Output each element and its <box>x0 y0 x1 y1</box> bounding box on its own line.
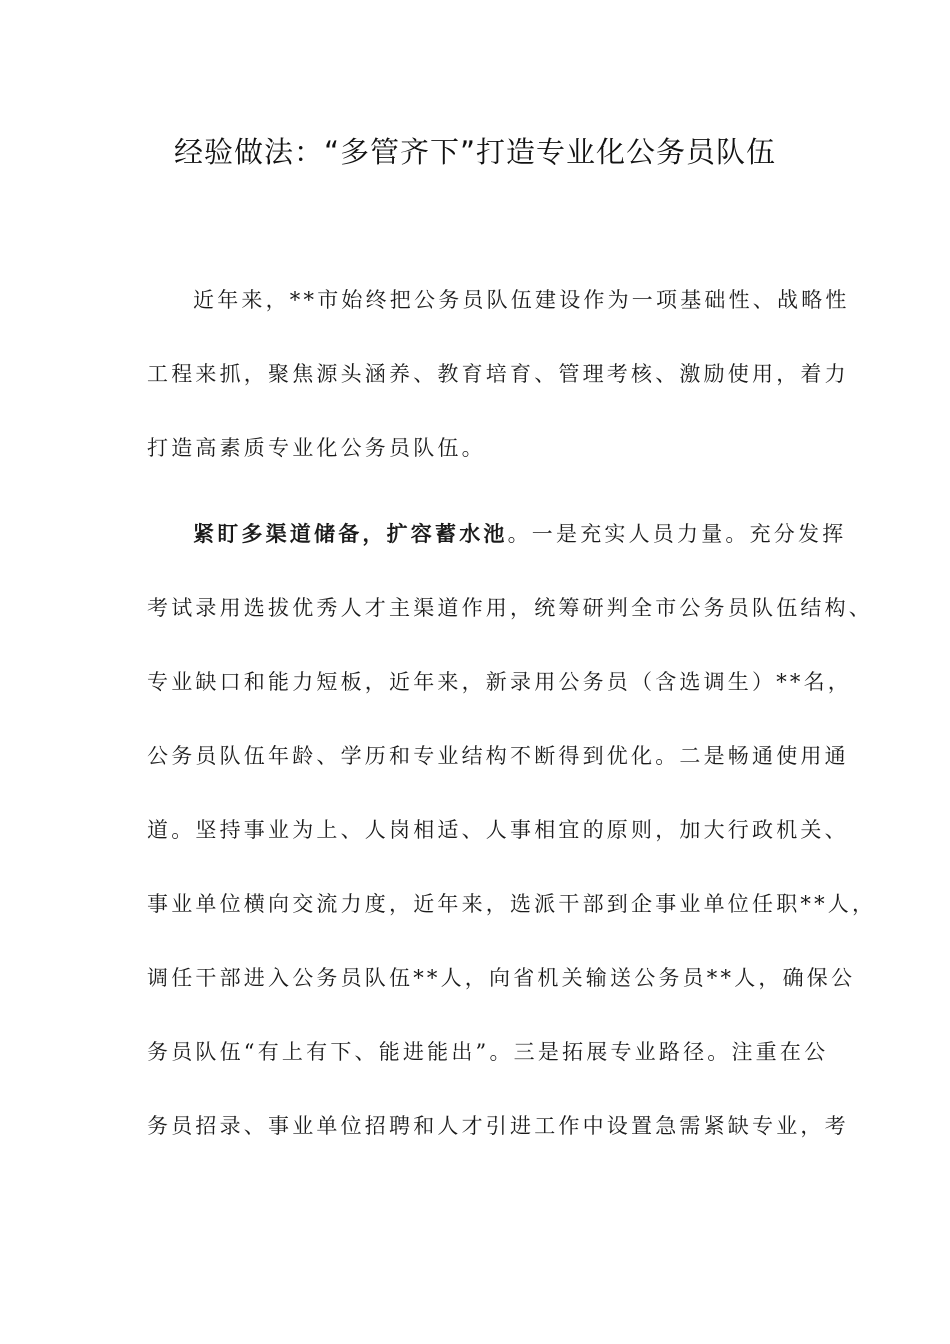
paragraph-line: 调任干部进入公务员队伍**人，向省机关输送公务员**人，确保公 <box>147 966 856 990</box>
paragraph-line: 打造高素质专业化公务员队伍。 <box>147 436 486 460</box>
paragraph-line: 公务员队伍年龄、学历和专业结构不断得到优化。二是畅通使用通 <box>147 744 849 768</box>
paragraph-line: 务员队伍“有上有下、能进能出”。三是拓展专业路径。注重在公 <box>147 1040 829 1064</box>
paragraph-line: 考试录用选拔优秀人才主渠道作用，统筹研判全市公务员队伍结构、 <box>147 596 873 620</box>
document-title: 经验做法：“多管齐下”打造专业化公务员队伍 <box>173 135 777 169</box>
paragraph-line: 务员招录、事业单位招聘和人才引进工作中设置急需紧缺专业，考 <box>147 1114 849 1138</box>
paragraph-line: 近年来，**市始终把公务员队伍建设作为一项基础性、战略性 <box>193 288 850 312</box>
paragraph-line: 道。坚持事业为上、人岗相适、人事相宜的原则，加大行政机关、 <box>147 818 849 842</box>
paragraph-intro <box>147 263 850 485</box>
paragraph-line: 事业单位横向交流力度，近年来，选派干部到企事业单位任职**人， <box>147 892 877 916</box>
section-lead-heading: 紧盯多渠道储备，扩容蓄水池 <box>193 521 508 546</box>
paragraph-line: 紧盯多渠道储备，扩容蓄水池。一是充实人员力量。充分发挥 <box>193 521 847 546</box>
paragraph-line: 工程来抓，聚焦源头涵养、教育培育、管理考核、激励使用，着力 <box>147 362 849 386</box>
paragraph-reserve <box>147 497 877 1163</box>
paragraph-line: 专业缺口和能力短板，近年来，新录用公务员（含选调生）**名， <box>147 670 852 694</box>
